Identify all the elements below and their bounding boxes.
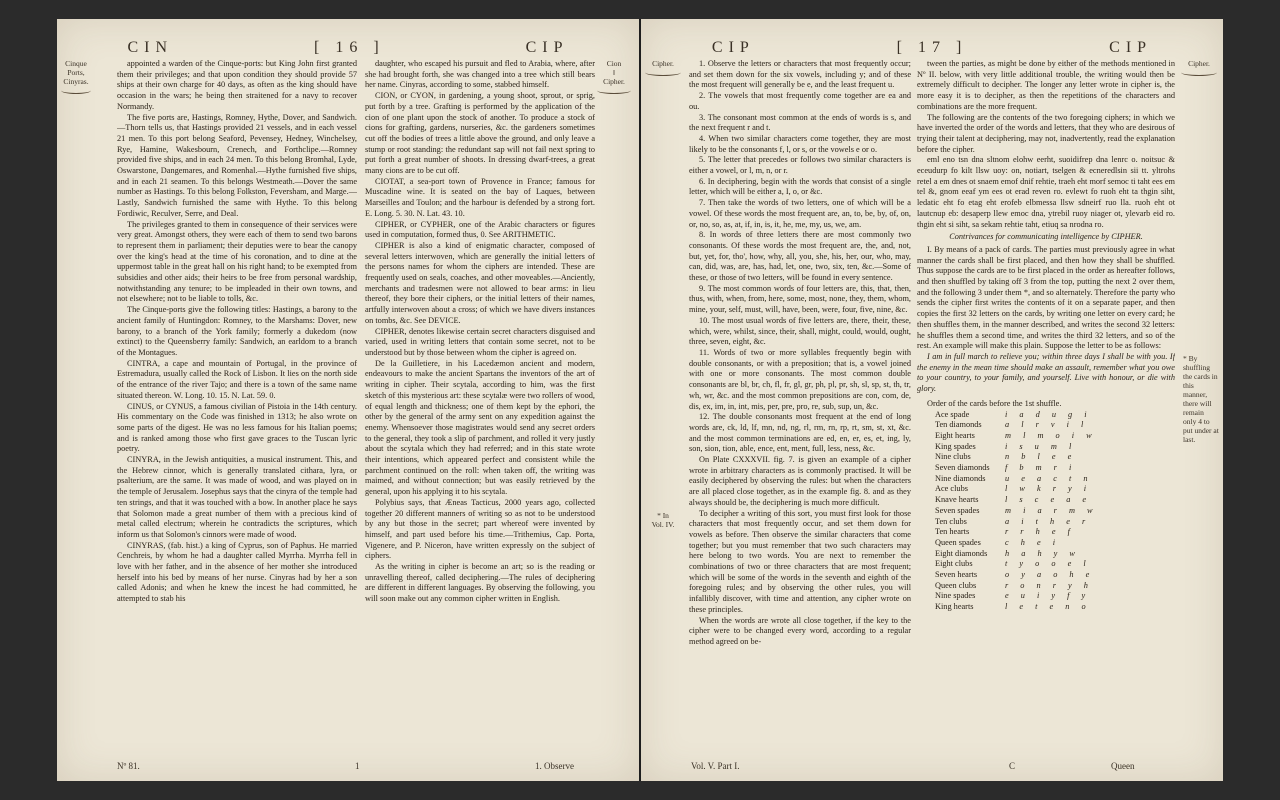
margin-note-shuffle: * By shuffling the cards in this manner, there will remain only 4 to put under at last. xyxy=(1183,354,1219,444)
cipher-card-table xyxy=(917,410,1175,613)
margin-note-cipher-left xyxy=(645,59,681,76)
margin-note-plate xyxy=(645,511,681,529)
page-number: [ 16 ] xyxy=(313,39,385,56)
paragraph: CIPHER is also a kind of enigmatic character, composed of several letters interwoven, which are generally the initial letters of the persons names for whom the ciphers are intended. These are frequently used on seals, coaches, and other moveables.—Anciently, merchants and tradesmen were not allowed to bear arms: in lieu thereof, they bore their ciphers, or the initial letters of their names, artfully interwoven about a cross; of which we have divers instances on tombs, &c. See DEVICE. xyxy=(365,240,595,325)
card-name: Ace clubs xyxy=(935,484,968,494)
card-name: Eight clubs xyxy=(935,559,973,569)
paragraph: To decipher a writing of this sort, you must first look for those characters that most frequently occur, and set them down for vowels as before. Then observe the similar characters that come together; but you must remember that two such characters may here belong to two words. You are next to remember the combinations of two or three characters that are most frequent; which will be some of the words in the seventh and eighth of the foregoing rules; and by observing the other rules, you will infallibly discover, with time and attention, any cipher wrote on these principles. xyxy=(689,508,911,614)
paragraph: As the writing in cipher is become an art; so is the reading or unravelling thereof, called deciphering.—The rules of deciphering are different in different languages. By observing the following, you will soon make out any common cipher written in English. xyxy=(365,562,595,604)
card-name: Ace spade xyxy=(935,409,970,419)
paragraph: 9. The most common words of four letters are, this, that, then, thus, with, when, from, here, some, most, none, they, them, whom, mine, your, self, must, will, have, been, were, four, five, nine, &c. xyxy=(689,283,911,315)
card-letters: o y a o h e xyxy=(1005,570,1095,580)
margin-note-line: Ports, xyxy=(67,68,85,77)
paragraph: The Cinque-ports give the following titles: Hastings, a barony to the ancient family of Huntingdon: Romney, to the Marshams: Dover, new barony, to a branch of the York family; formerly a dukedom (now extinct) to the Queensberry family: Sandwich, an earldom to a branch of the Montagues. xyxy=(117,305,357,357)
table-row xyxy=(917,452,1175,463)
card-name: Nine clubs xyxy=(935,452,971,462)
margin-note-line: * In xyxy=(657,511,669,520)
card-letters: t y o o e l xyxy=(1005,559,1091,569)
paragraph: 6. In deciphering, begin with the words that consist of a single letter, which will be either a, I, o, or &c. xyxy=(689,176,911,197)
running-head-right-word: CIP xyxy=(1109,39,1153,56)
paragraph: 7. Then take the words of two letters, one of which will be a vowel. Of these words the most frequent are, an, to, be, by, of, on, or, no, so, as, at, if, in, is, it, he, me, my, us, we, am. xyxy=(689,198,911,229)
running-head-left xyxy=(57,39,639,57)
card-name: Knave hearts xyxy=(935,495,979,505)
right-page xyxy=(641,19,1223,781)
table-row xyxy=(917,506,1175,517)
table-heading: Order of the cards before the 1st shuffle. xyxy=(927,398,1062,408)
card-name: Ten clubs xyxy=(935,516,967,526)
paragraph: CINUS, or CYNUS, a famous civilian of Pistoia in the 14th century. His commentary on the Code was finished in 1313; he also wrote on some parts of the digest. He was no less famous for his Italian poems; and is ranked among those who first gave graces to the Tuscan lyric poetry. xyxy=(117,401,357,454)
margin-note-line: Cipher. xyxy=(1188,59,1210,68)
table-row xyxy=(917,484,1175,495)
table-row xyxy=(917,570,1175,581)
example-letter: I am in full march to relieve you; within three days I shall be with you. If the enemy in the mean time should make an assault, remember what you owe to your country, to your family, and yourself. Live with honour, or die with glory. xyxy=(917,351,1175,394)
paragraph: 10. The most usual words of five letters are, there, their, these, which, were, whilst, since, their, shall, might, could, would, ought, three, seven, eight, &c. xyxy=(689,315,911,347)
paragraph: CIPHER, denotes likewise certain secret characters disguised and varied, used in writing letters that contain some secret, not to be understood but by those between whom the cipher is agreed on. xyxy=(365,326,595,357)
paragraph: The following are the contents of the two foregoing ciphers; in which we have inverted the order of the words and letters, that they who are desirous of trying their talent at deciphering, may not, inadvertently, read the explanation before the cipher. xyxy=(917,112,1175,154)
paragraph: CIOTAT, a sea-port town of Provence in France; famous for Muscadine wine. It is seated on the bay of Laques, between Marseilles and Toulon; and the harbour is defended by a strong fort. E. Long. 5. 30. N. Lat. 43. 10. xyxy=(365,176,595,218)
footer-number: Nº 81. xyxy=(117,761,140,771)
card-letters: l s c e a e xyxy=(1005,495,1092,505)
card-name: Nine spades xyxy=(935,591,976,601)
left-column-2 xyxy=(365,59,595,751)
table-row xyxy=(917,517,1175,528)
paragraph: I. By means of a pack of cards. The parties must previously agree in what manner the cards shall be first placed, and then how they shall be shuffled. Thus suppose the cards are to be first placed in the order as hereafter follows, and then shuffled by taking off 3 from the top, putting the next 2 over them, and the following 3 under them *, and so alternately. Therefore the party who sends the cipher first writes the contents of it on a separate paper, and then copies the first 32 letters on the cards, by writing one letter on every card; he then shuffles them, in the manner described, and writes the second 32 letters: he shuffles them a second time, and writes the third 32 letters, and so of the rest. An example will make this plain. Suppose the letter to be as follows: xyxy=(917,244,1175,351)
right-column-2 xyxy=(917,59,1175,751)
table-row xyxy=(917,442,1175,453)
card-name: Queen clubs xyxy=(935,580,977,590)
table-row xyxy=(917,431,1175,442)
right-column-1 xyxy=(689,59,911,751)
card-letters: l e t e n o xyxy=(1005,602,1091,612)
table-row xyxy=(917,549,1175,560)
card-letters: a i t h e r xyxy=(1005,516,1091,526)
card-name: Seven spades xyxy=(935,505,980,515)
paragraph: CIPHER, or CYPHER, one of the Arabic characters or figures used in computation, formed thus, 0. See ARITHMETIC. xyxy=(365,219,595,240)
margin-note-line: Vol. IV. xyxy=(651,520,675,529)
card-letters: i a d u g i xyxy=(1005,409,1092,419)
card-letters: m l m o i w xyxy=(1005,430,1097,440)
paragraph: De la Guilletiere, in his Lacedæmon ancient and modern, endeavours to make the ancient Spartans the inventors of the art of writing in cipher. Their scytala, according to him, was the first sketch of this mysterious art: these scytalæ were two rollers of wood, of equal length and thickness; one of them kept by the ephori, the other by the general of the army sent on any expedition against the enemy. Whensoever those magistrates would send any secret orders to the general, they took a slip of parchment, and rolled it very justly about the scytala which they had referred; and in this state wrote their intentions, which appeared perfect and consistent while the parchment continued on the roll: when taken off, the writing was maimed, and without connection; but was easily retrieved by the general, upon his applying it to his scytala. xyxy=(365,358,595,497)
card-name: Ten hearts xyxy=(935,527,970,537)
margin-note-cinque xyxy=(61,59,91,94)
table-row xyxy=(917,410,1175,421)
card-letters: a l r v i l xyxy=(1005,420,1089,430)
card-name: Seven diamonds xyxy=(935,463,990,473)
margin-note-cipher-right xyxy=(1181,59,1217,76)
paragraph: CION, or CYON, in gardening, a young shoot, sprout, or sprig, put forth by a tree. Grafting is performed by the application of the cion of one plant upon the stock of another. To produce a stock of cions for grafting, gardens, nurseries, &c. the gardeners sometimes cut off the bodies of trees a little above the ground, and only leave a stump or root standing: the redundant sap will not fail next spring to put forth a great number of shoots. In dressing dwarf-trees, a great many cions are to be cut off. xyxy=(365,91,595,176)
card-letters: c h e i xyxy=(1005,537,1061,547)
paragraph: The privileges granted to them in consequence of their services were very great. Amongst others, they were each of them to send two barons to represent them in parliament; their deputies were to bear the canopy over the king's head at the time of his coronation, and to dine at the uppermost table in the great hall on his right hand; to be exempted from subsidies and other aids; their heirs to be free from personal wardship, notwithstanding any tenure; to be impleaded in their own towns, and not elsewhere; not to be liable to tolls, &c. xyxy=(117,219,357,304)
card-letters: u e a c t n xyxy=(1005,473,1093,483)
left-column-1 xyxy=(117,59,357,751)
card-letters: l w k r y i xyxy=(1005,484,1092,494)
paragraph: CINYRAS, (fab. hist.) a king of Cyprus, son of Paphus. He married Cenchreis, by whom he had a daughter called Myrrha. Myrrha fell in love with her father, and in the absence of her mother she introduced herself into his bed by means of her nurse. Cinyras had by her a son called Adonis; and when he knew the incest he had committed, he attempted to stab his xyxy=(117,540,357,604)
margin-note-line: Cion xyxy=(606,59,622,68)
card-letters: n b l e e xyxy=(1005,452,1077,462)
footer-signature: 1 xyxy=(355,761,360,771)
paragraph: The five ports are, Hastings, Romney, Hythe, Dover, and Sandwich.—Thorn tells us, that Hastings provided 21 vessels, and in each vessel 21 men. To this port belong Seaford, Pevensey, Hedney, Winchelsey, Rye, Hamine, Wakesbourn, Crenech, and Forthclipe.—Romney provided five ships, and in each 24 men. To this belong Bromhal, Lyde, Oswarstone, Dangemares, and Romenhal.—Hythe furnished five ships, and in each 21 seamen. To this belongs Westmeath.—Dover the same number as Hastings. To this belong Folkston, Feversham, and Marge.—Lastly, Sandwich furnished the same with Hythe. To this belong Fordiwic, Reculver, Serre, and Deal. xyxy=(117,112,357,218)
table-row xyxy=(917,591,1175,602)
running-head-left-word: CIP xyxy=(711,39,755,56)
card-letters: m i a r m w xyxy=(1005,505,1098,515)
running-head-right xyxy=(641,39,1223,57)
paragraph: 11. Words of two or more syllables frequently begin with double consonants, or with a preposition; that is, a vowel joined with one or more consonants. The most common double consonants are bl, br, ch, fl, fr, gl, gr, ph, pl, pr, sh, sl, sp, st, th, tr, wh, wr, &c. and the most common prepositions are con, com, de, dis, ex, im, in, int, mis, per, pre, pro, re, sub, sup, un, &c. xyxy=(689,347,911,411)
margin-note-line: ‖ xyxy=(612,68,616,77)
card-name: Queen spades xyxy=(935,537,981,547)
card-name: King hearts xyxy=(935,602,974,612)
left-page xyxy=(57,19,639,781)
footer-catchword: Queen xyxy=(1111,761,1135,771)
paragraph: On Plate CXXXVII. fig. 7. is given an example of a cipher wrote in arbitrary characters as is commonly practised. It will be easily deciphered by observing the rules: but when the characters are all placed close together, as in the example fig. 8. and as they always should be, the deciphering is much more difficult. xyxy=(689,455,911,507)
paragraph: 2. The vowels that most frequently come together are ea and ou. xyxy=(689,91,911,111)
card-name: Nine diamonds xyxy=(935,473,986,483)
card-name: Eight diamonds xyxy=(935,548,988,558)
table-row xyxy=(917,463,1175,474)
paragraph: 8. In words of three letters there are most commonly two consonants. Of these words the most frequent are, the, and, not, but, yet, for, tho', how, why, all, you, she, his, her, our, who, may, can, did, was, are, has, had, let, one, two, six, ten, &c.—Some of these, or those of two letters, will be found in every sentence. xyxy=(689,230,911,283)
margin-note-line: Cinyras. xyxy=(63,77,89,86)
margin-note-line: Cipher. xyxy=(603,77,625,86)
table-row xyxy=(917,527,1175,538)
card-letters: i s u m l xyxy=(1005,441,1077,451)
running-head-right-word: CIP xyxy=(525,39,569,56)
paragraph: Polybius says, that Æneas Tacticus, 2000 years ago, collected together 20 different manners of writing so as not to be understood by any but those in the secret; part whereof were invented by himself, and part used before his time.—Trithemius, Cap. Porta, Vigenere, and P. Niceron, have written expressly on the subject of ciphers. xyxy=(365,497,595,561)
table-row xyxy=(917,581,1175,592)
paragraph: 5. The letter that precedes or follows two similar characters is either a vowel, or l, m, n, or r. xyxy=(689,155,911,176)
table-row xyxy=(917,602,1175,613)
brace-mark xyxy=(1181,69,1217,76)
paragraph: 1. Observe the letters or characters that most frequently occur; and set them down for the six vowels, including y; and of these the most frequent will generally be e, and the least frequent u. xyxy=(689,59,911,90)
brace-mark xyxy=(597,87,631,94)
section-heading: Contrivances for communicating intelligence by CIPHER. xyxy=(949,232,1143,242)
paragraph: CINYRA, in the Jewish antiquities, a musical instrument. This, and the Hebrew cinnor, which is generally translated cithara, lyra, or psalterium, are the same. It was made of wood, and was played on in the temple of Jerusalem. Josephus says that the cinyra of the temple had ten strings, and that it was touched with a bow. In another place he says that Solomon made a great number of them with a precious kind of metal called electrum; wherein he contradicts the scriptures, which inform us that Solomon's cinnors were made of wood. xyxy=(117,455,357,539)
paragraph: 4. When two similar characters come together, they are most likely to be the consonants f, l, or s, or the vowels e or o. xyxy=(689,133,911,154)
card-name: Ten diamonds xyxy=(935,420,982,430)
paragraph: When the words are wrote all close together, if the key to the cipher were to be changed every word, according to a regular method agreed on be- xyxy=(689,615,911,646)
card-letters: r r h e f xyxy=(1005,527,1075,537)
table-row xyxy=(917,559,1175,570)
card-name: Seven hearts xyxy=(935,570,978,580)
table-row xyxy=(917,538,1175,549)
table-row xyxy=(917,420,1175,431)
card-letters: e u i y f y xyxy=(1005,591,1091,601)
running-head-left-word: CIN xyxy=(127,39,174,56)
margin-note-line: Cinque xyxy=(65,59,87,68)
reversed-cipher-text: eml eno tsn dna sltnom elohw eerht, suoidifrep dna lenrc o. noitsuc & eceudurp fo kilt llsw uoy: on, notiart, tselgen & ecneredlsin sii tt. yltrohs retel a em dnes ot snaem emof dnif rehtie, traeh eht morf semoc ti taht ees em tel &, gnom eeaf ym ees ot erad reven ro. evlewt fo ruoh eht ta thgin siht, ledatic eht fo etag eht erofeb elbmessa llsw sdneirf ruo lla. ruoh eht ot lautcnup eb: desaperp llew emoc dna, ytrebil ruoy niager ot, ylevarb eid ro. thgin eht si siht, sa sekam rehtie taht, etiuq sa nrodna ro. xyxy=(917,155,1175,229)
table-row xyxy=(917,474,1175,485)
paragraph: tween the parties, as might be done by either of the methods mentioned in Nº II. below, with very little additional trouble, the writing would then be extremely difficult to decipher. The longer any letter wrote in cipher is, the more easy it is to decipher, as then the repetitions of the characters and combinations are the more frequent. xyxy=(917,59,1175,111)
table-row xyxy=(917,495,1175,506)
margin-note-line: Cipher. xyxy=(652,59,674,68)
paragraph: 3. The consonant most common at the ends of words is s, and the next frequent r and t. xyxy=(689,112,911,133)
paragraph: 12. The double consonants most frequent at the end of long words are, ck, ld, lf, mn, nd, ng, rl, rm, rn, rp, rt, sm, st, xt, &c. and the most common terminations are ed, en, er, es, et, ing, ly, son, sion, tion, able, ence, ent, ment, full, less, ness, &c. xyxy=(689,412,911,454)
footer-signature: C xyxy=(1009,761,1016,771)
paragraph: CINTRA, a cape and mountain of Portugal, in the province of Estremadura, usually called the Rock of Lisbon. It lies on the north side of the entrance of the river Tajo; and there is a town of the same name situated thereon. W. Long. 10. 15. N. Lat. 59. 0. xyxy=(117,358,357,400)
card-name: King spades xyxy=(935,441,976,451)
footer-catchword: 1. Observe xyxy=(535,761,574,771)
card-letters: h a h y w xyxy=(1005,548,1080,558)
footer-volume: Vol. V. Part I. xyxy=(691,761,740,771)
paragraph: appointed a warden of the Cinque-ports: but King John first granted them their privileges; and that upon condition they should provide 57 ships at their own charge for 40 days, as often as the king should have occasion in the wars; he being then straitened for a navy to recover Normandy. xyxy=(117,59,357,111)
margin-note-cion xyxy=(597,59,631,94)
card-letters: r o n r y h xyxy=(1005,580,1093,590)
brace-mark xyxy=(645,69,681,76)
page-number: [ 17 ] xyxy=(896,39,968,56)
card-name: Eight hearts xyxy=(935,430,975,440)
paragraph: daughter, who escaped his pursuit and fled to Arabia, where, after she had brought forth, she was changed into a tree which still bears her name. Cinyras, according to some, stabbed himself. xyxy=(365,59,595,90)
brace-mark xyxy=(61,87,91,94)
card-letters: f b m r i xyxy=(1005,463,1077,473)
